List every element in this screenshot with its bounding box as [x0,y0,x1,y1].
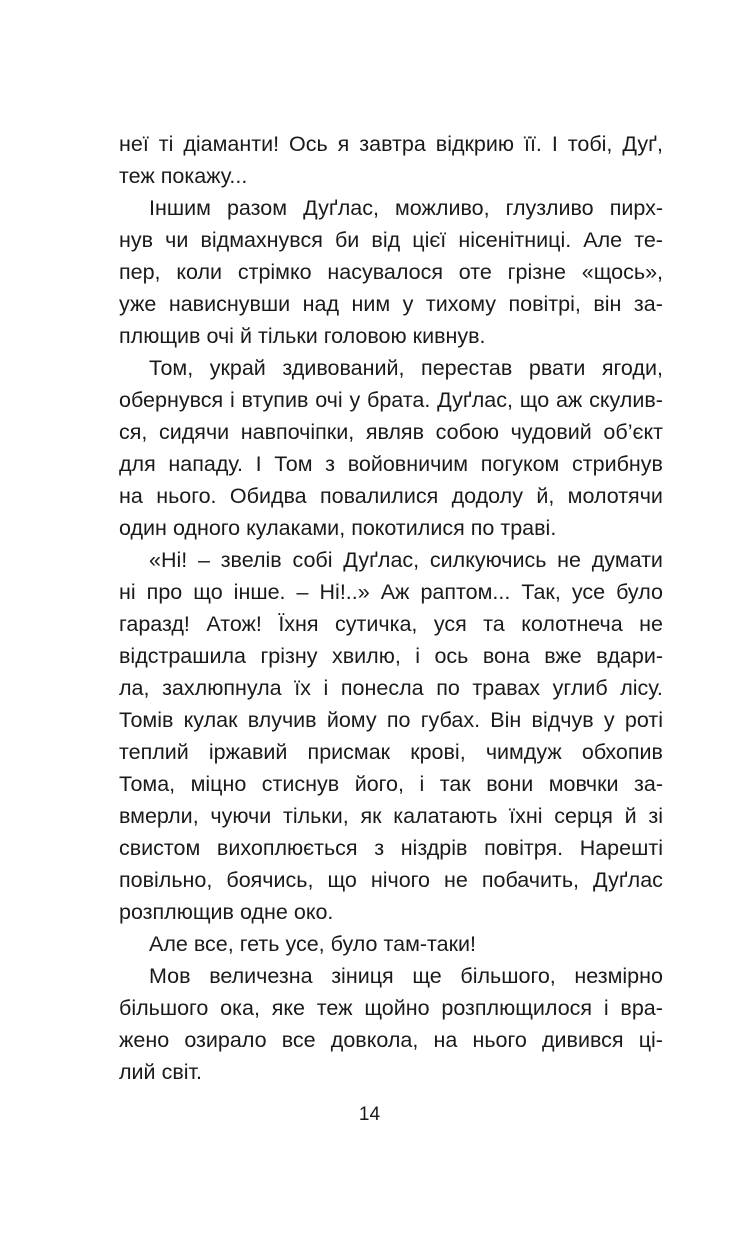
text-line: Але все, геть усе, було там-таки! [149,932,477,956]
text-line: пер, коли стрімко насувалося оте грізне «щось», [119,260,663,284]
text-line: відстрашила грізну хвилю, і ось вона вже вдари- [119,644,663,668]
text-line: більшого ока, яке теж щойно розплющилося і вра- [119,996,663,1020]
text-line: ся, сидячи навпочіпки, являв собою чудовий об’єкт [119,420,663,444]
text-line: теж покажу... [119,164,248,188]
text-line: повільно, боячись, що нічого не побачить, Дуґлас [119,868,663,892]
text-line: ні про що інше. – Ні!..» Аж раптом... Так, усе було [119,580,663,604]
text-line: теплий іржавий присмак крові, чимдуж обхопив [119,740,663,764]
text-line: «Ні! – звелів собі Дуґлас, силкуючись не думати [149,548,663,572]
text-line: на нього. Обидва повалилися додолу й, молотячи [119,484,663,508]
text-line: Том, украй здивований, перестав рвати ягоди, [149,356,663,380]
text-line: гаразд! Атож! Їхня сутичка, уся та колотнеча не [119,612,663,636]
text-line: один одного кулаками, покотилися по траві. [119,516,557,540]
text-line: обернувся і втупив очі у брата. Дуґлас, що аж скулив- [119,388,663,412]
paragraph [119,544,663,928]
text-line: уже нависнувши над ним у тихому повітрі, він за- [119,292,663,316]
paragraph [119,352,663,544]
paragraph [119,128,663,192]
text-line: лий світ. [119,1060,202,1084]
text-line: плющив очі й тільки головою кивнув. [119,324,486,348]
text-line: неї ті діаманти! Ось я завтра відкрию її. І тобі, Дуґ, [119,132,663,156]
paragraph [119,192,663,352]
page-body-text [119,128,663,1088]
text-line: нув чи відмахнувся би від цієї нісенітниці. Але те- [119,228,663,252]
page-number: 14 [358,1104,381,1125]
text-line: Томів кулак влучив йому по губах. Він відчув у роті [119,708,663,732]
text-line: свистом вихоплюється з ніздрів повітря. Нарешті [119,836,663,860]
text-line: розплющив одне око. [119,900,334,924]
paragraph [119,928,663,960]
text-line: Тома, міцно стиснув його, і так вони мовчки за- [119,772,663,796]
paragraph [119,960,663,1088]
text-line: для нападу. І Том з войовничим погуком стрибнув [119,452,663,476]
text-line: жено озирало все довкола, на нього дивився ці- [119,1028,663,1052]
text-line: Мов величезна зіниця ще більшого, незмірно [149,964,663,988]
text-line: Іншим разом Дуґлас, можливо, глузливо пирх- [149,196,663,220]
text-line: вмерли, чуючи тільки, як калатають їхні серця й зі [119,804,663,828]
text-line: ла, захлюпнула їх і понесла по травах углиб лісу. [119,676,663,700]
